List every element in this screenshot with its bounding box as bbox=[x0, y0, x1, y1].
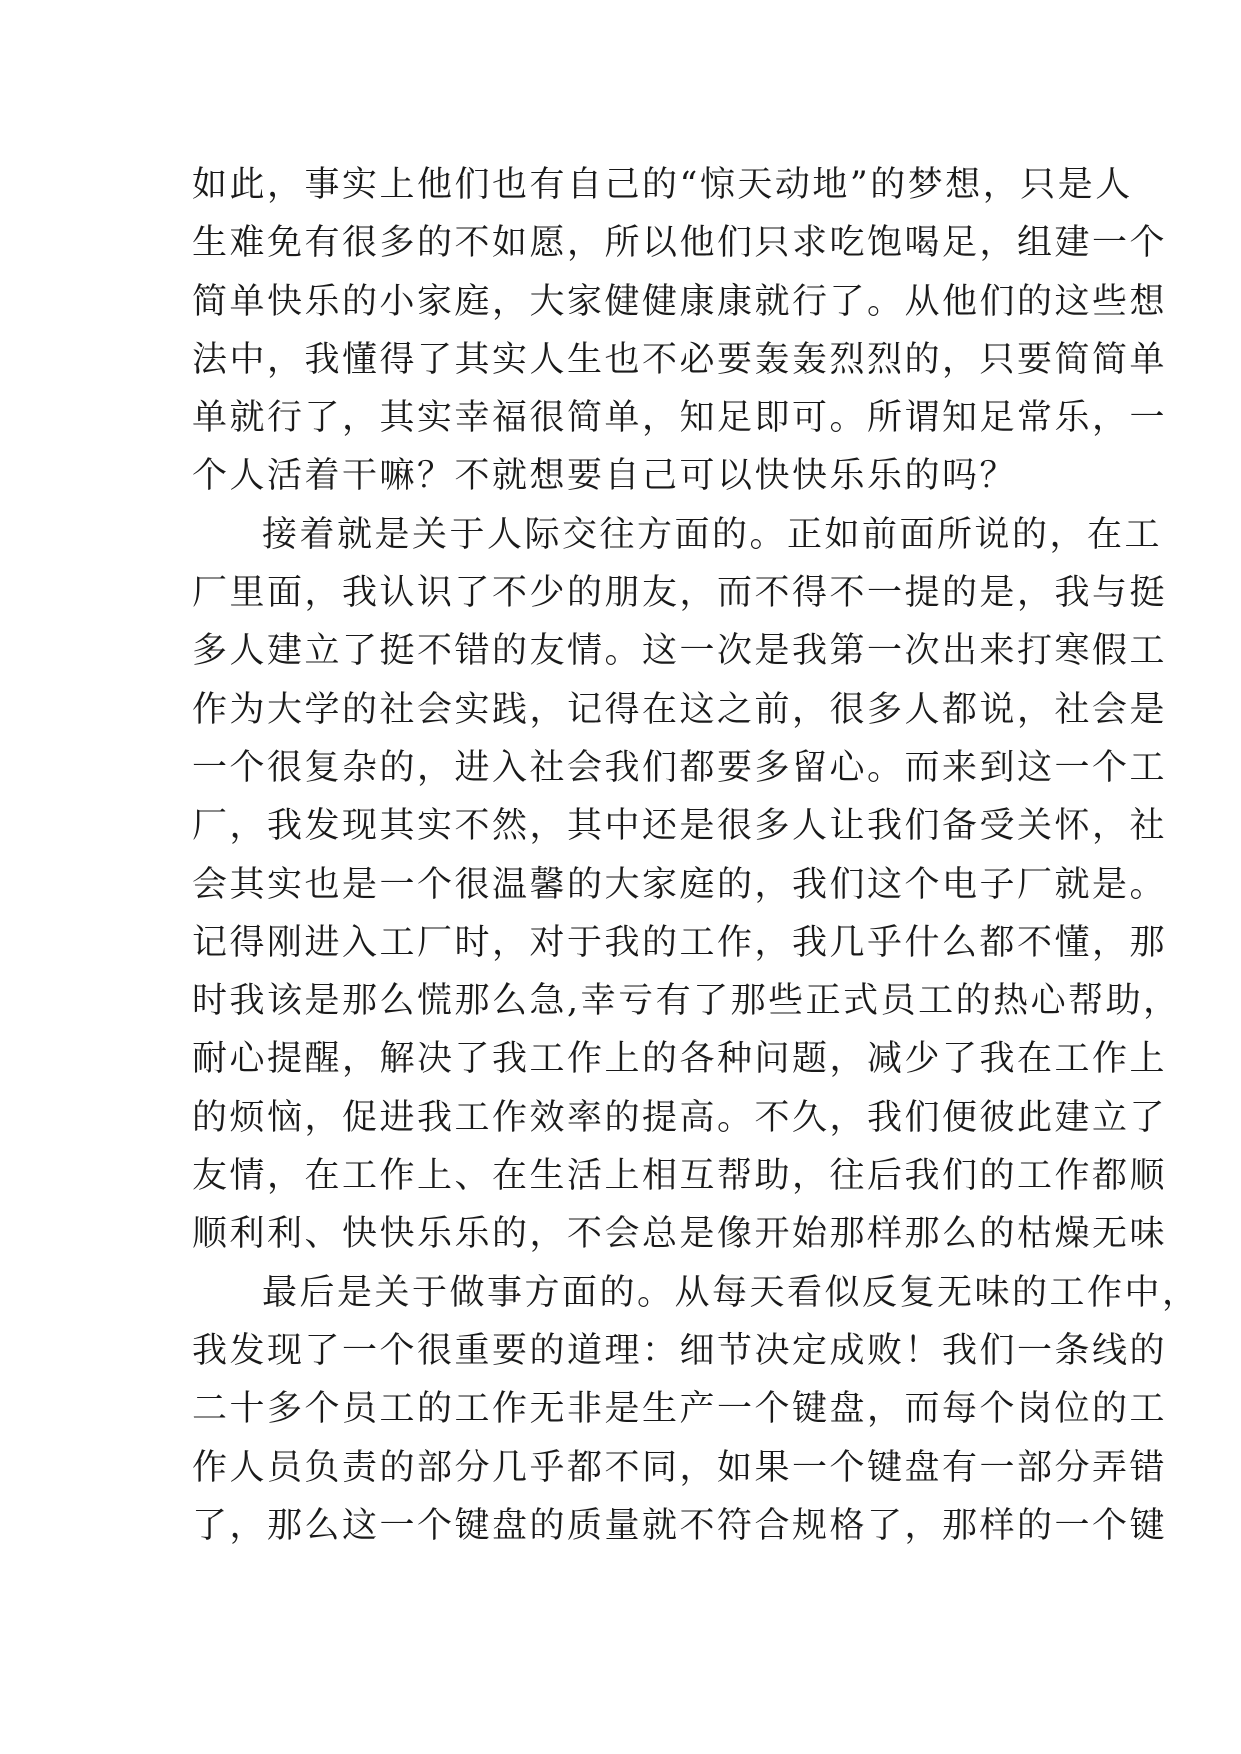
text-line: 作人员负责的部分几乎都不同，如果一个键盘有一部分弄错 bbox=[192, 1447, 1168, 1488]
text-line: 生难免有很多的不如愿，所以他们只求吃饱喝足，组建一个 bbox=[192, 223, 1168, 264]
text-line: 二十多个员工的工作无非是生产一个键盘，而每个岗位的工 bbox=[192, 1389, 1168, 1430]
text-line: 作为大学的社会实践，记得在这之前，很多人都说，社会是 bbox=[192, 689, 1168, 730]
text-line: 友情，在工作上、在生活上相互帮助，往后我们的工作都顺 bbox=[192, 1156, 1168, 1197]
text-line: 了，那么这一个键盘的质量就不符合规格了，那样的一个键 bbox=[192, 1505, 1168, 1546]
paragraph-1 bbox=[192, 156, 1168, 506]
text-line: 简单快乐的小家庭，大家健健康康就行了。从他们的这些想 bbox=[192, 281, 1168, 322]
text-line: 个人活着干嘛？不就想要自己可以快快乐乐的吗？ bbox=[192, 456, 1018, 497]
text-line: 时我该是那么慌那么急,幸亏有了那些正式员工的热心帮助， bbox=[192, 981, 1181, 1022]
text-line: 顺利利、快快乐乐的，不会总是像开始那样那么的枯燥无味 bbox=[192, 1214, 1168, 1255]
text-line: 厂，我发现其实不然，其中还是很多人让我们备受关怀，社 bbox=[192, 806, 1168, 847]
text-line: 会其实也是一个很温馨的大家庭的，我们这个电子厂就是。 bbox=[192, 864, 1168, 905]
text-line: 接着就是关于人际交往方面的。正如前面所说的，在工 bbox=[262, 514, 1163, 555]
body-text bbox=[192, 156, 1200, 1555]
text-line: 耐心提醒，解决了我工作上的各种问题，减少了我在工作上 bbox=[192, 1039, 1168, 1080]
text-line: 多人建立了挺不错的友情。这一次是我第一次出来打寒假工 bbox=[192, 631, 1168, 672]
text-line: 法中，我懂得了其实人生也不必要轰轰烈烈的，只要简简单 bbox=[192, 339, 1168, 380]
text-line: 一个很复杂的，进入社会我们都要多留心。而来到这一个工 bbox=[192, 747, 1168, 788]
text-line: 记得刚进入工厂时，对于我的工作，我几乎什么都不懂，那 bbox=[192, 922, 1168, 963]
paragraph-3 bbox=[192, 1264, 1200, 1555]
paragraph-2 bbox=[192, 506, 1181, 1264]
text-line: 厂里面，我认识了不少的朋友，而不得不一提的是，我与挺 bbox=[192, 573, 1168, 614]
text-line: 的烦恼，促进我工作效率的提高。不久，我们便彼此建立了 bbox=[192, 1097, 1168, 1138]
text-line: 单就行了，其实幸福很简单，知足即可。所谓知足常乐，一 bbox=[192, 398, 1168, 439]
text-line: 如此，事实上他们也有自己的“惊天动地”的梦想，只是人 bbox=[192, 165, 1133, 205]
text-line: 最后是关于做事方面的。从每天看似反复无味的工作中， bbox=[262, 1272, 1200, 1313]
text-line: 我发现了一个很重要的道理：细节决定成败！我们一条线的 bbox=[192, 1330, 1168, 1371]
